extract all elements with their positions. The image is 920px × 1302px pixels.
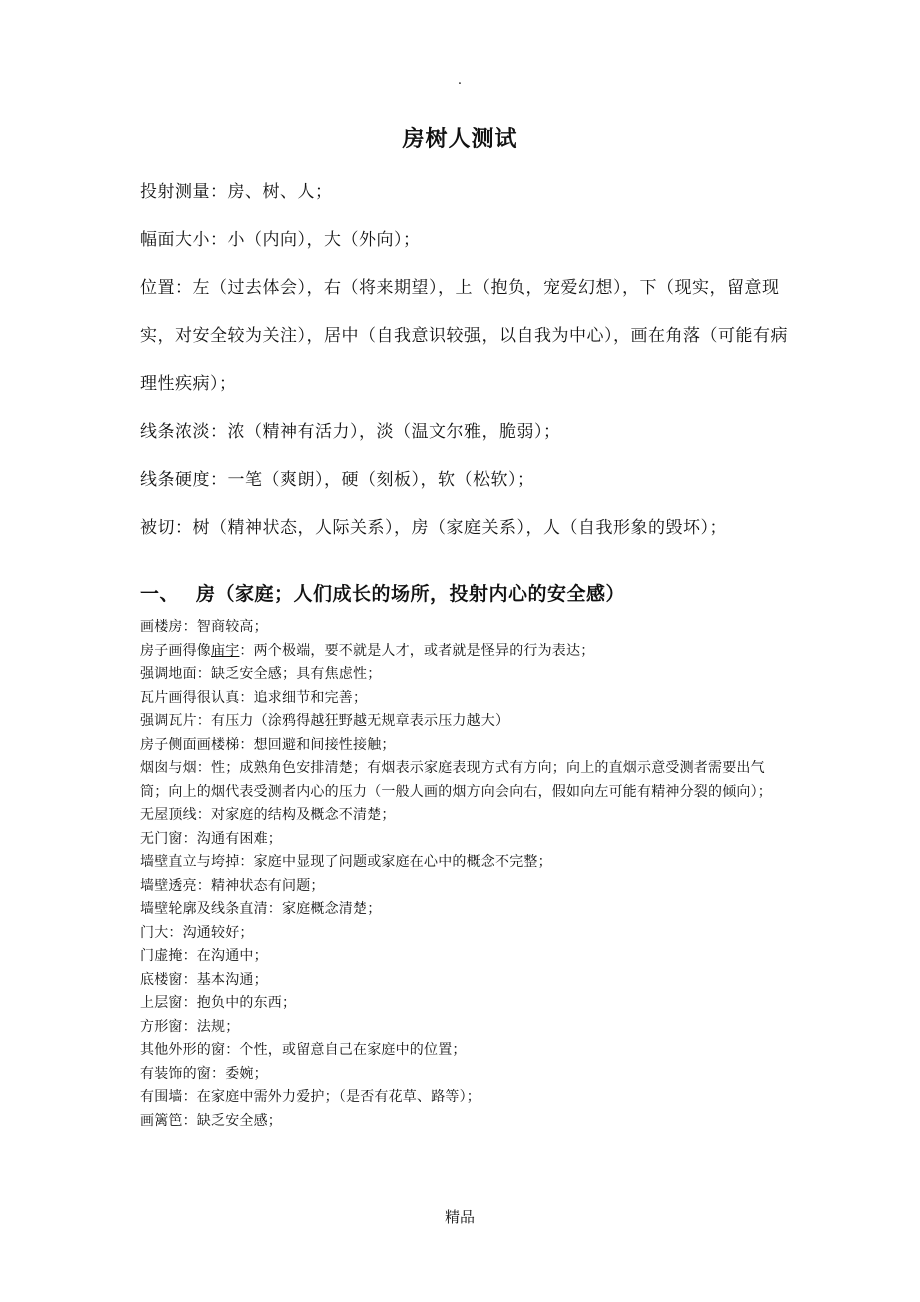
list-item: 底楼窗：基本沟通；: [140, 971, 268, 988]
list-item-text: ：两个极端，要不就是人才，或者就是怪异的行为表达；: [239, 642, 595, 659]
list-item: [140, 640, 790, 664]
intro-line: 位置：左（过去体会），右（将来期望），上（抱负，宠爱幻想），下（现实，留意现实，对安全较为关注），居中（自我意识较强，以自我为中心），画在角落（可能有病理性疾病）；: [140, 278, 788, 394]
section-heading: [140, 579, 790, 606]
intro-line: 线条浓淡：浓（精神有活力），淡（温文尔雅，脆弱）；: [140, 422, 561, 442]
list-item: 画楼房：智商较高；: [140, 619, 268, 635]
page-footer: 精品: [444, 1208, 475, 1226]
list-item: 方形窗：法规；: [140, 1018, 240, 1035]
list-item: 有装饰的窗：委婉；: [140, 1065, 268, 1082]
page-title: 房树人测试: [402, 127, 518, 152]
list-item: 画篱笆：缺乏安全感；: [140, 1112, 282, 1129]
list-item: 房子侧面画楼梯：想回避和间接性接触；: [140, 736, 396, 753]
list-item: 有围墙：在家庭中需外力爱护；（是否有花草、路等）；: [140, 1089, 481, 1105]
intro-line: 投射测量：房、树、人；: [140, 182, 333, 202]
list-item: 墙壁轮廓及线条直清：家庭概念清楚；: [140, 901, 382, 917]
list-item: 强调地面：缺乏安全感；具有焦虑性；: [140, 666, 382, 682]
list-item: 其他外形的窗：个性，或留意自己在家庭中的位置；: [140, 1042, 467, 1058]
list-item: 墙壁透亮：精神状态有问题；: [140, 877, 325, 894]
section-number: 一、: [140, 583, 180, 605]
intro-line: 被切：树（精神状态，人际关系），房（家庭关系），人（自我形象的毁坏）；: [140, 518, 727, 538]
underlined-term: 庙宇: [211, 642, 240, 659]
list-item: 瓦片画得很认真：追求细节和完善；: [140, 689, 368, 706]
list-item-text: 房子画得像: [140, 642, 211, 659]
list-item: 门虚掩：在沟通中；: [140, 948, 268, 964]
item-list: [140, 616, 790, 1133]
list-item: 强调瓦片：有压力（涂鸦得越狂野越无规章表示压力越大）: [140, 713, 510, 729]
header-dot: .: [457, 73, 463, 88]
list-item: 烟囱与烟：性；成熟角色安排清楚；有烟表示家庭表现方式有方向；向上的直烟示意受测者需要出气筒；向上的烟代表受测者内心的压力（一般人画的烟方向会向右，假如向左可能有精神分裂的倾向）；: [140, 760, 772, 800]
list-item: 上层窗：抱负中的东西；: [140, 995, 297, 1011]
list-item: 无屋顶线：对家庭的结构及概念不清楚；: [140, 807, 396, 823]
list-item: 无门窗：沟通有困难；: [140, 830, 282, 847]
list-item: 墙壁直立与垮掉：家庭中显现了问题或家庭在心中的概念不完整；: [140, 854, 552, 870]
intro-line: 线条硬度：一笔（爽朗），硬（刻板），软（松软）；: [140, 470, 535, 490]
intro-section: [140, 168, 790, 552]
list-item: 门大：沟通较好；: [140, 924, 254, 941]
section-heading-text: 房（家庭；人们成长的场所，投射内心的安全感）: [196, 583, 626, 605]
intro-line: 幅面大小：小（内向），大（外向）；: [140, 230, 421, 250]
